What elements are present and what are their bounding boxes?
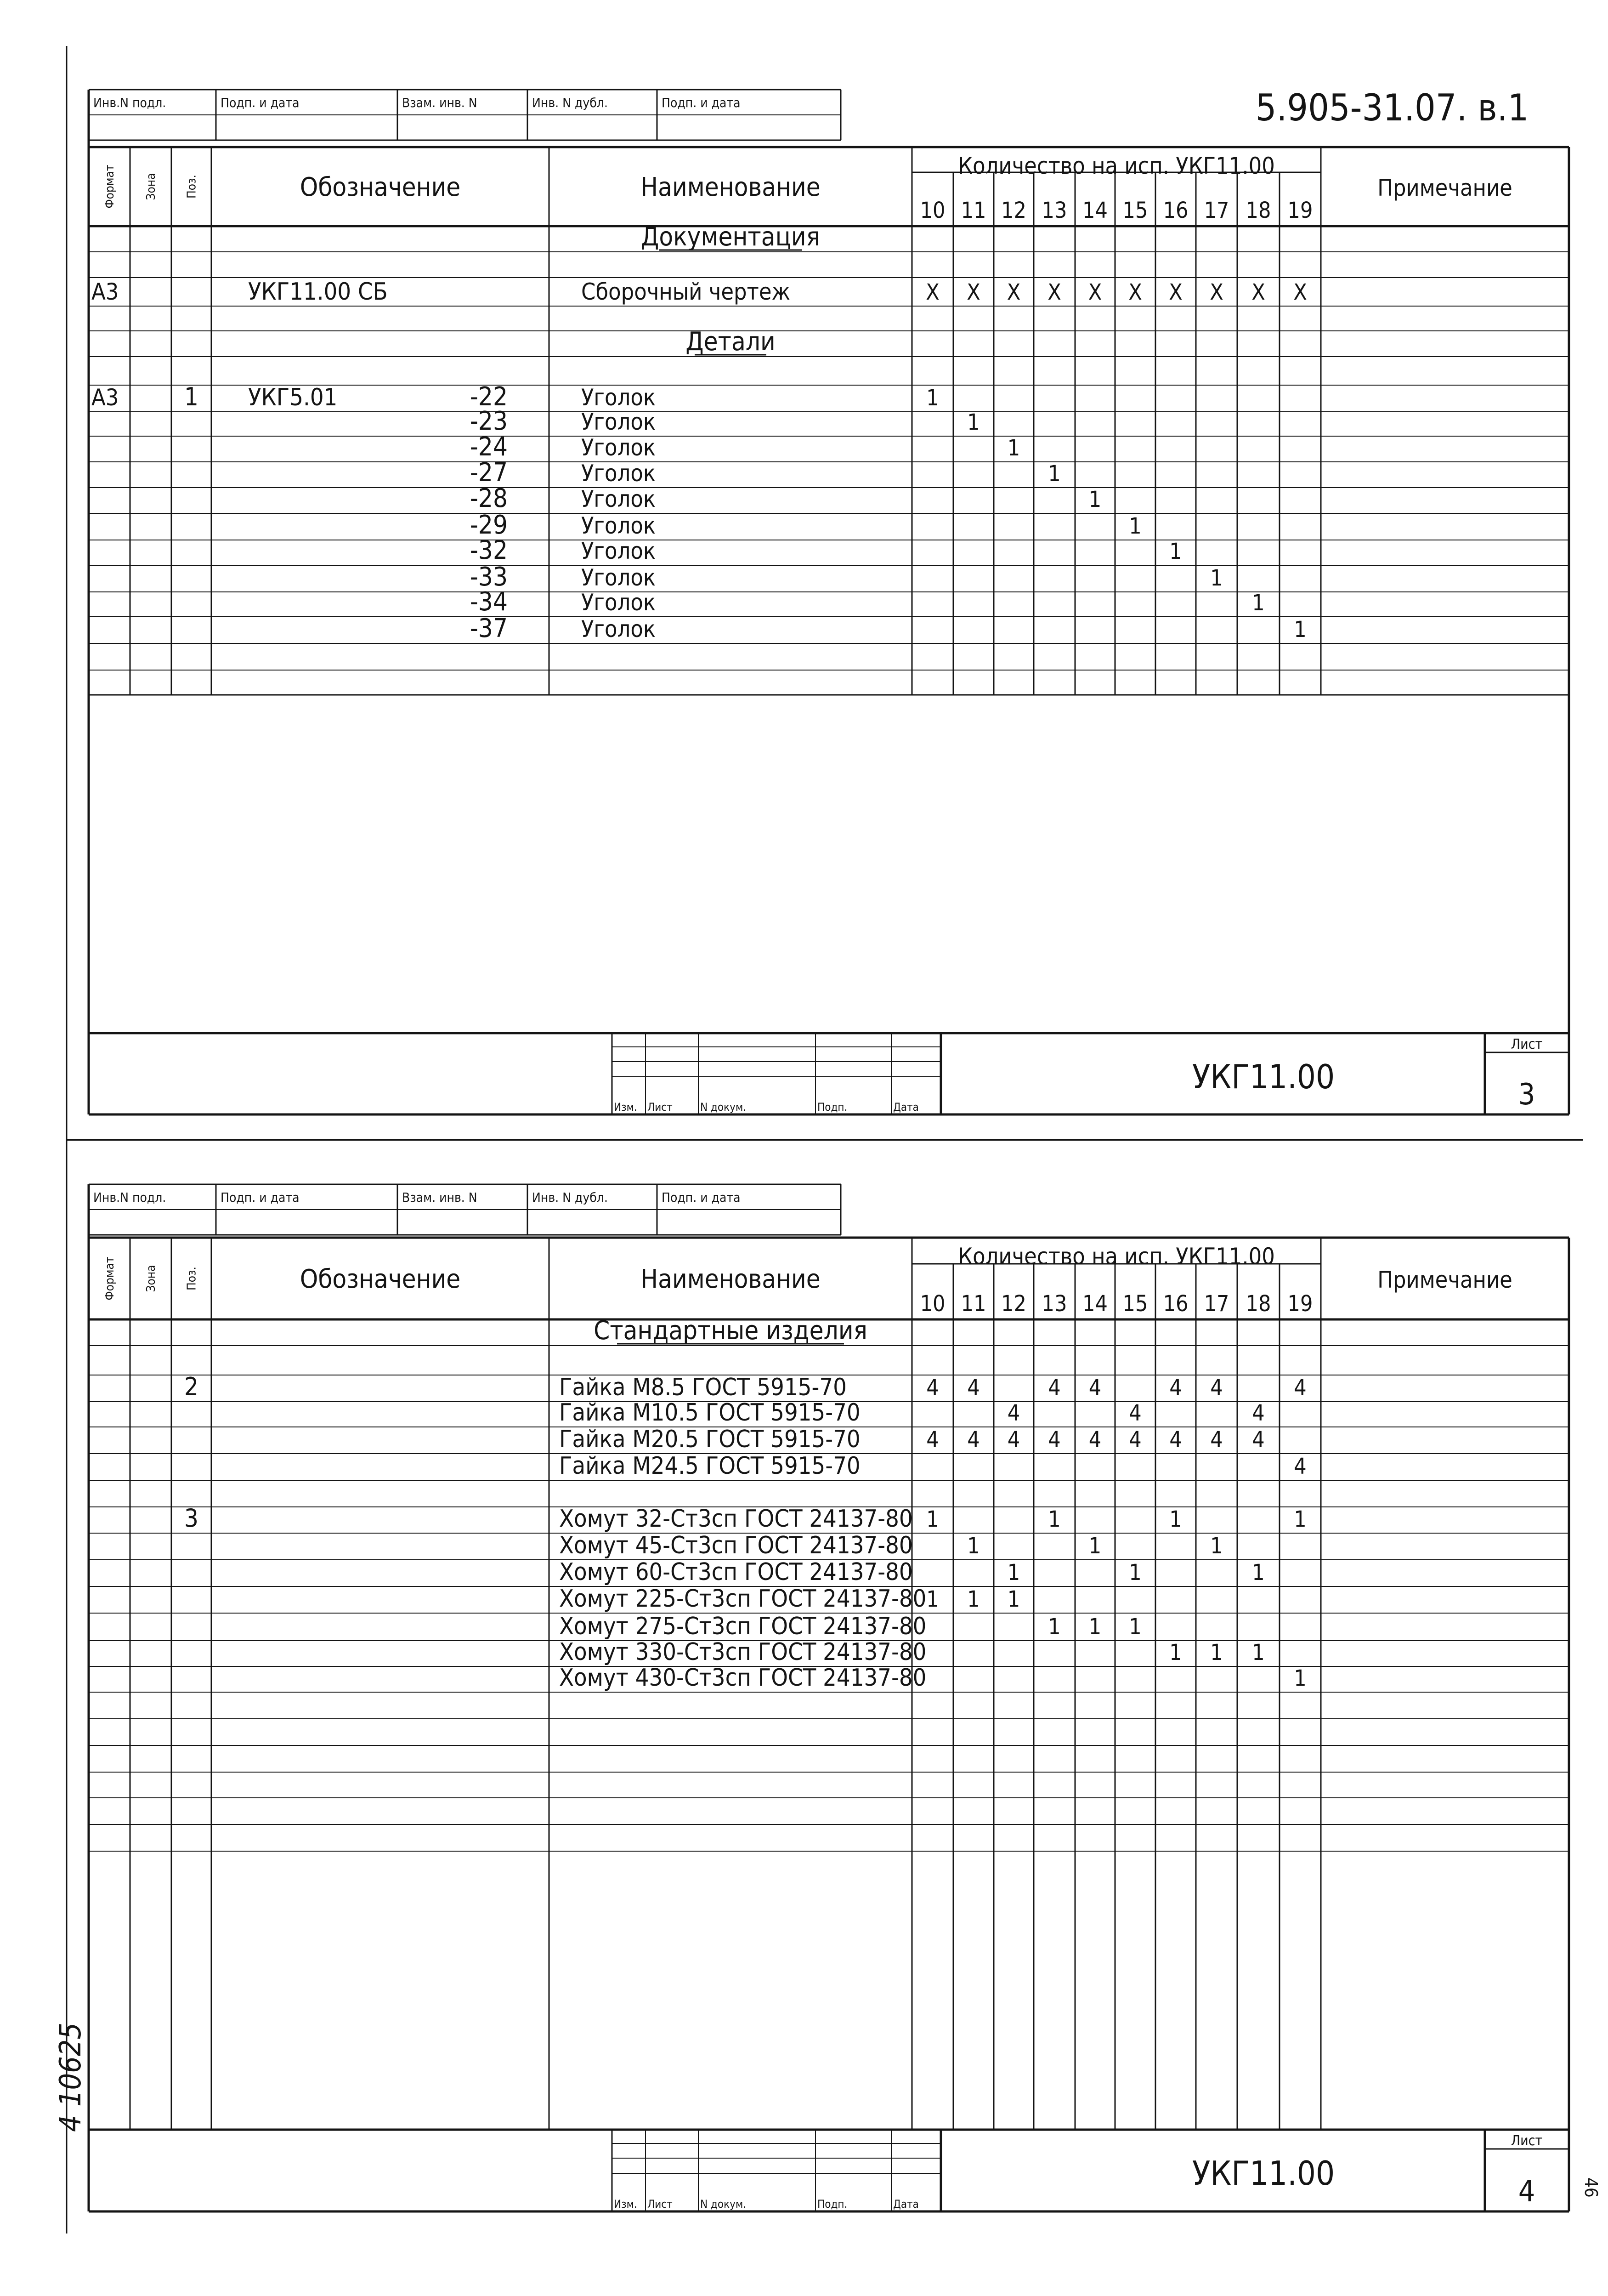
cell-qty: Х <box>1293 279 1307 305</box>
sheet-number: 3 <box>1518 1078 1535 1112</box>
cell-qty: 4 <box>1169 1375 1182 1401</box>
table-row <box>559 1452 1307 1480</box>
table-row <box>641 222 820 252</box>
section-title: Документация <box>641 222 820 252</box>
cell-name: Хомут 32-Ст3сп ГОСТ 24137-80 <box>559 1505 913 1533</box>
cell-qty: 1 <box>1088 487 1102 512</box>
cell-qty: 1 <box>1048 1506 1061 1532</box>
cell-designation: УКГ11.00 СБ <box>248 278 388 306</box>
cell-qty: Х <box>1047 279 1061 305</box>
cell-qty: Х <box>1169 279 1183 305</box>
cell-qty: 1 <box>1007 1586 1020 1612</box>
cell-qty: Х <box>926 279 940 305</box>
sheet-4 <box>89 1184 1569 2211</box>
cell-qty: 4 <box>1169 1427 1182 1453</box>
cell-qty: 1 <box>926 385 939 411</box>
cell-qty: 1 <box>1129 513 1142 539</box>
cell-name: Уголок <box>581 616 656 642</box>
cell-suffix: -37 <box>470 614 508 643</box>
cell-qty: Х <box>1210 279 1223 305</box>
header-note: Примечание <box>1377 175 1512 201</box>
cell-qty: Х <box>1251 279 1265 305</box>
header-variant-16: 16 <box>1163 198 1189 223</box>
header-pos: Поз. <box>185 1267 199 1290</box>
header-zone: Зона <box>144 173 158 200</box>
sheet-number: 4 <box>1518 2175 1535 2209</box>
title-block-label: Подп. <box>817 1101 848 1114</box>
cell-pos: 2 <box>184 1372 198 1401</box>
cell-suffix: -23 <box>470 406 508 436</box>
cell-qty: 1 <box>1169 539 1182 564</box>
cell-name: Гайка М10.5 ГОСТ 5915-70 <box>559 1399 861 1426</box>
header-variant-16: 16 <box>1163 1291 1189 1317</box>
cell-suffix: -32 <box>470 535 508 565</box>
cell-qty: 4 <box>1007 1427 1020 1453</box>
cell-qty: 1 <box>1129 1614 1142 1640</box>
cell-name: Хомут 60-Ст3сп ГОСТ 24137-80 <box>559 1558 913 1586</box>
stamp-label: Подп. и дата <box>221 95 300 110</box>
header-format: Формат <box>103 1256 117 1301</box>
table-row <box>470 562 1223 592</box>
stamp-label: Инв. N дубл. <box>532 95 608 110</box>
stamp-label: Взам. инв. N <box>402 1190 477 1205</box>
cell-qty: 4 <box>1088 1375 1102 1401</box>
header-designation: Обозначение <box>300 1264 461 1294</box>
table-row <box>91 382 939 412</box>
table-row <box>184 1504 1307 1533</box>
table-row <box>559 1585 1020 1613</box>
cell-qty: 4 <box>1252 1400 1265 1426</box>
cell-name: Уголок <box>581 512 656 539</box>
stamp-label: Взам. инв. N <box>402 95 477 110</box>
cell-qty: 4 <box>967 1375 980 1401</box>
cell-qty: 4 <box>1294 1375 1307 1401</box>
cell-qty: Х <box>1007 279 1021 305</box>
cell-qty: 1 <box>926 1506 939 1532</box>
cell-name: Уголок <box>581 434 656 461</box>
cell-suffix: -24 <box>470 432 508 462</box>
header-variant-11: 11 <box>961 1291 986 1317</box>
margin-stamp: 4 10625 <box>54 2022 88 2132</box>
table-row <box>184 1372 1307 1401</box>
cell-pos: 3 <box>184 1504 198 1533</box>
cell-qty: 1 <box>1048 1614 1061 1640</box>
cell-qty: 4 <box>1048 1375 1061 1401</box>
cell-name: Хомут 45-Ст3сп ГОСТ 24137-80 <box>559 1532 913 1559</box>
header-variant-19: 19 <box>1287 198 1313 223</box>
cell-name: Уголок <box>581 460 656 487</box>
page-edge-number: 46 <box>1581 2177 1601 2198</box>
header-variant-10: 10 <box>920 1291 946 1317</box>
table-row <box>559 1558 1265 1586</box>
header-variant-12: 12 <box>1001 1291 1026 1317</box>
cell-qty: 1 <box>1129 1560 1142 1586</box>
cell-name: Уголок <box>581 538 656 564</box>
cell-name: Гайка М24.5 ГОСТ 5915-70 <box>559 1452 861 1480</box>
cell-qty: 1 <box>1210 565 1223 591</box>
table-row <box>559 1664 1307 1692</box>
cell-qty: 1 <box>1210 1640 1223 1665</box>
cell-qty: 1 <box>1088 1614 1102 1640</box>
title-block-label: Подп. <box>817 2198 848 2211</box>
header-variant-19: 19 <box>1287 1291 1313 1317</box>
product-code: УКГ11.00 <box>1192 1057 1335 1096</box>
sheet-label: Лист <box>1511 1036 1543 1052</box>
cell-name: Гайка М20.5 ГОСТ 5915-70 <box>559 1426 861 1453</box>
cell-qty: 1 <box>967 1533 980 1559</box>
sheet-3 <box>89 90 1569 1114</box>
title-block-label: Изм. <box>614 1101 637 1114</box>
cell-qty: 1 <box>1294 1665 1307 1691</box>
header-variant-17: 17 <box>1204 1291 1229 1317</box>
table-row <box>559 1532 1223 1559</box>
cell-qty: 4 <box>1129 1400 1142 1426</box>
header-name: Наименование <box>640 1264 821 1294</box>
section-title: Детали <box>685 327 776 357</box>
cell-format: А3 <box>91 384 119 411</box>
header-variant-15: 15 <box>1122 1291 1148 1317</box>
title-block-label: N докум. <box>700 1101 747 1114</box>
cell-qty: Х <box>967 279 980 305</box>
header-variant-10: 10 <box>920 198 946 223</box>
cell-qty: 4 <box>1088 1427 1102 1453</box>
title-block-label: Изм. <box>614 2198 637 2211</box>
header-pos: Поз. <box>185 175 199 199</box>
header-variant-13: 13 <box>1042 198 1067 223</box>
cell-qty: 1 <box>1252 1640 1265 1665</box>
header-variant-18: 18 <box>1246 198 1271 223</box>
doc-code: 5.905-31.07. в.1 <box>1255 86 1529 129</box>
cell-qty: 4 <box>1048 1427 1061 1453</box>
stamp-label: Подп. и дата <box>662 95 741 110</box>
cell-qty: 1 <box>1294 617 1307 642</box>
header-variant-14: 14 <box>1082 1291 1108 1317</box>
cell-name: Хомут 225-Ст3сп ГОСТ 24137-80 <box>559 1585 927 1613</box>
table-row <box>470 406 980 436</box>
cell-name: Хомут 330-Ст3сп ГОСТ 24137-80 <box>559 1638 927 1666</box>
cell-qty: 1 <box>926 1586 939 1612</box>
title-block-label: N докум. <box>700 2198 747 2211</box>
cell-qty: Х <box>1088 279 1102 305</box>
table-row <box>470 587 1265 617</box>
table-row <box>559 1613 1142 1640</box>
cell-suffix: -22 <box>470 382 508 412</box>
cell-qty: 4 <box>1210 1427 1223 1453</box>
cell-suffix: -34 <box>470 587 508 617</box>
cell-name: Гайка М8.5 ГОСТ 5915-70 <box>559 1374 847 1401</box>
cell-suffix: -27 <box>470 458 508 488</box>
stamp-label: Инв.N подл. <box>93 95 166 110</box>
cell-qty: 1 <box>1169 1506 1182 1532</box>
cell-name: Хомут 430-Ст3сп ГОСТ 24137-80 <box>559 1664 927 1692</box>
stamp-label: Инв.N подл. <box>93 1190 166 1205</box>
cell-name: Уголок <box>581 589 656 616</box>
cell-suffix: -28 <box>470 483 508 513</box>
cell-qty: 1 <box>1210 1533 1223 1559</box>
cell-qty: 1 <box>967 409 980 435</box>
cell-suffix: -29 <box>470 510 508 540</box>
cell-name: Уголок <box>581 409 656 435</box>
title-block-label: Лист <box>647 1101 673 1114</box>
header-variant-18: 18 <box>1246 1291 1271 1317</box>
cell-qty: 4 <box>1129 1427 1142 1453</box>
section-title: Стандартные изделия <box>594 1316 867 1346</box>
header-variant-17: 17 <box>1204 198 1229 223</box>
cell-name: Сборочный чертеж <box>581 278 791 305</box>
header-zone: Зона <box>144 1265 158 1292</box>
cell-qty: 4 <box>967 1427 980 1453</box>
cell-qty: 1 <box>1007 435 1020 461</box>
title-block-label: Дата <box>893 1101 919 1114</box>
cell-format: А3 <box>91 278 119 305</box>
cell-suffix: -33 <box>470 562 508 592</box>
table-row <box>559 1638 1265 1666</box>
header-qty-title: Количество на исп. УКГ11.00 <box>958 1243 1275 1270</box>
sheet-label: Лист <box>1511 2133 1543 2149</box>
table-row <box>594 1316 867 1346</box>
product-code: УКГ11.00 <box>1192 2154 1335 2193</box>
header-variant-12: 12 <box>1001 198 1026 223</box>
header-note: Примечание <box>1377 1267 1512 1293</box>
cell-name: Уголок <box>581 564 656 591</box>
header-format: Формат <box>103 165 117 209</box>
cell-qty: 4 <box>1294 1454 1307 1479</box>
header-designation: Обозначение <box>300 172 461 202</box>
cell-qty: 1 <box>1294 1506 1307 1532</box>
cell-qty: 1 <box>1252 1560 1265 1586</box>
header-variant-15: 15 <box>1122 198 1148 223</box>
header-name: Наименование <box>640 172 821 202</box>
cell-qty: Х <box>1128 279 1142 305</box>
cell-name: Хомут 275-Ст3сп ГОСТ 24137-80 <box>559 1613 927 1640</box>
cell-qty: 1 <box>1048 461 1061 487</box>
cell-qty: 1 <box>1007 1560 1020 1586</box>
title-block-label: Лист <box>647 2198 673 2211</box>
table-row <box>685 327 776 357</box>
cell-name: Уголок <box>581 384 656 411</box>
stamp-label: Подп. и дата <box>221 1190 300 1205</box>
cell-qty: 1 <box>1088 1533 1102 1559</box>
cell-qty: 1 <box>1252 590 1265 616</box>
table-row <box>91 278 1307 306</box>
cell-qty: 4 <box>926 1375 939 1401</box>
table-row <box>470 510 1142 540</box>
header-variant-11: 11 <box>961 198 986 223</box>
stamp-label: Подп. и дата <box>662 1190 741 1205</box>
cell-pos: 1 <box>184 382 198 411</box>
cell-designation: УКГ5.01 <box>248 384 338 411</box>
header-variant-14: 14 <box>1082 198 1108 223</box>
table-row <box>470 614 1307 643</box>
stamp-label: Инв. N дубл. <box>532 1190 608 1205</box>
cell-qty: 4 <box>1210 1375 1223 1401</box>
cell-qty: 1 <box>1169 1640 1182 1665</box>
header-qty-title: Количество на исп. УКГ11.00 <box>958 153 1275 179</box>
cell-qty: 4 <box>1007 1400 1020 1426</box>
cell-qty: 4 <box>1252 1427 1265 1453</box>
title-block-label: Дата <box>893 2198 919 2211</box>
cell-qty: 4 <box>926 1427 939 1453</box>
cell-qty: 1 <box>967 1586 980 1612</box>
header-variant-13: 13 <box>1042 1291 1067 1317</box>
cell-name: Уголок <box>581 486 656 512</box>
